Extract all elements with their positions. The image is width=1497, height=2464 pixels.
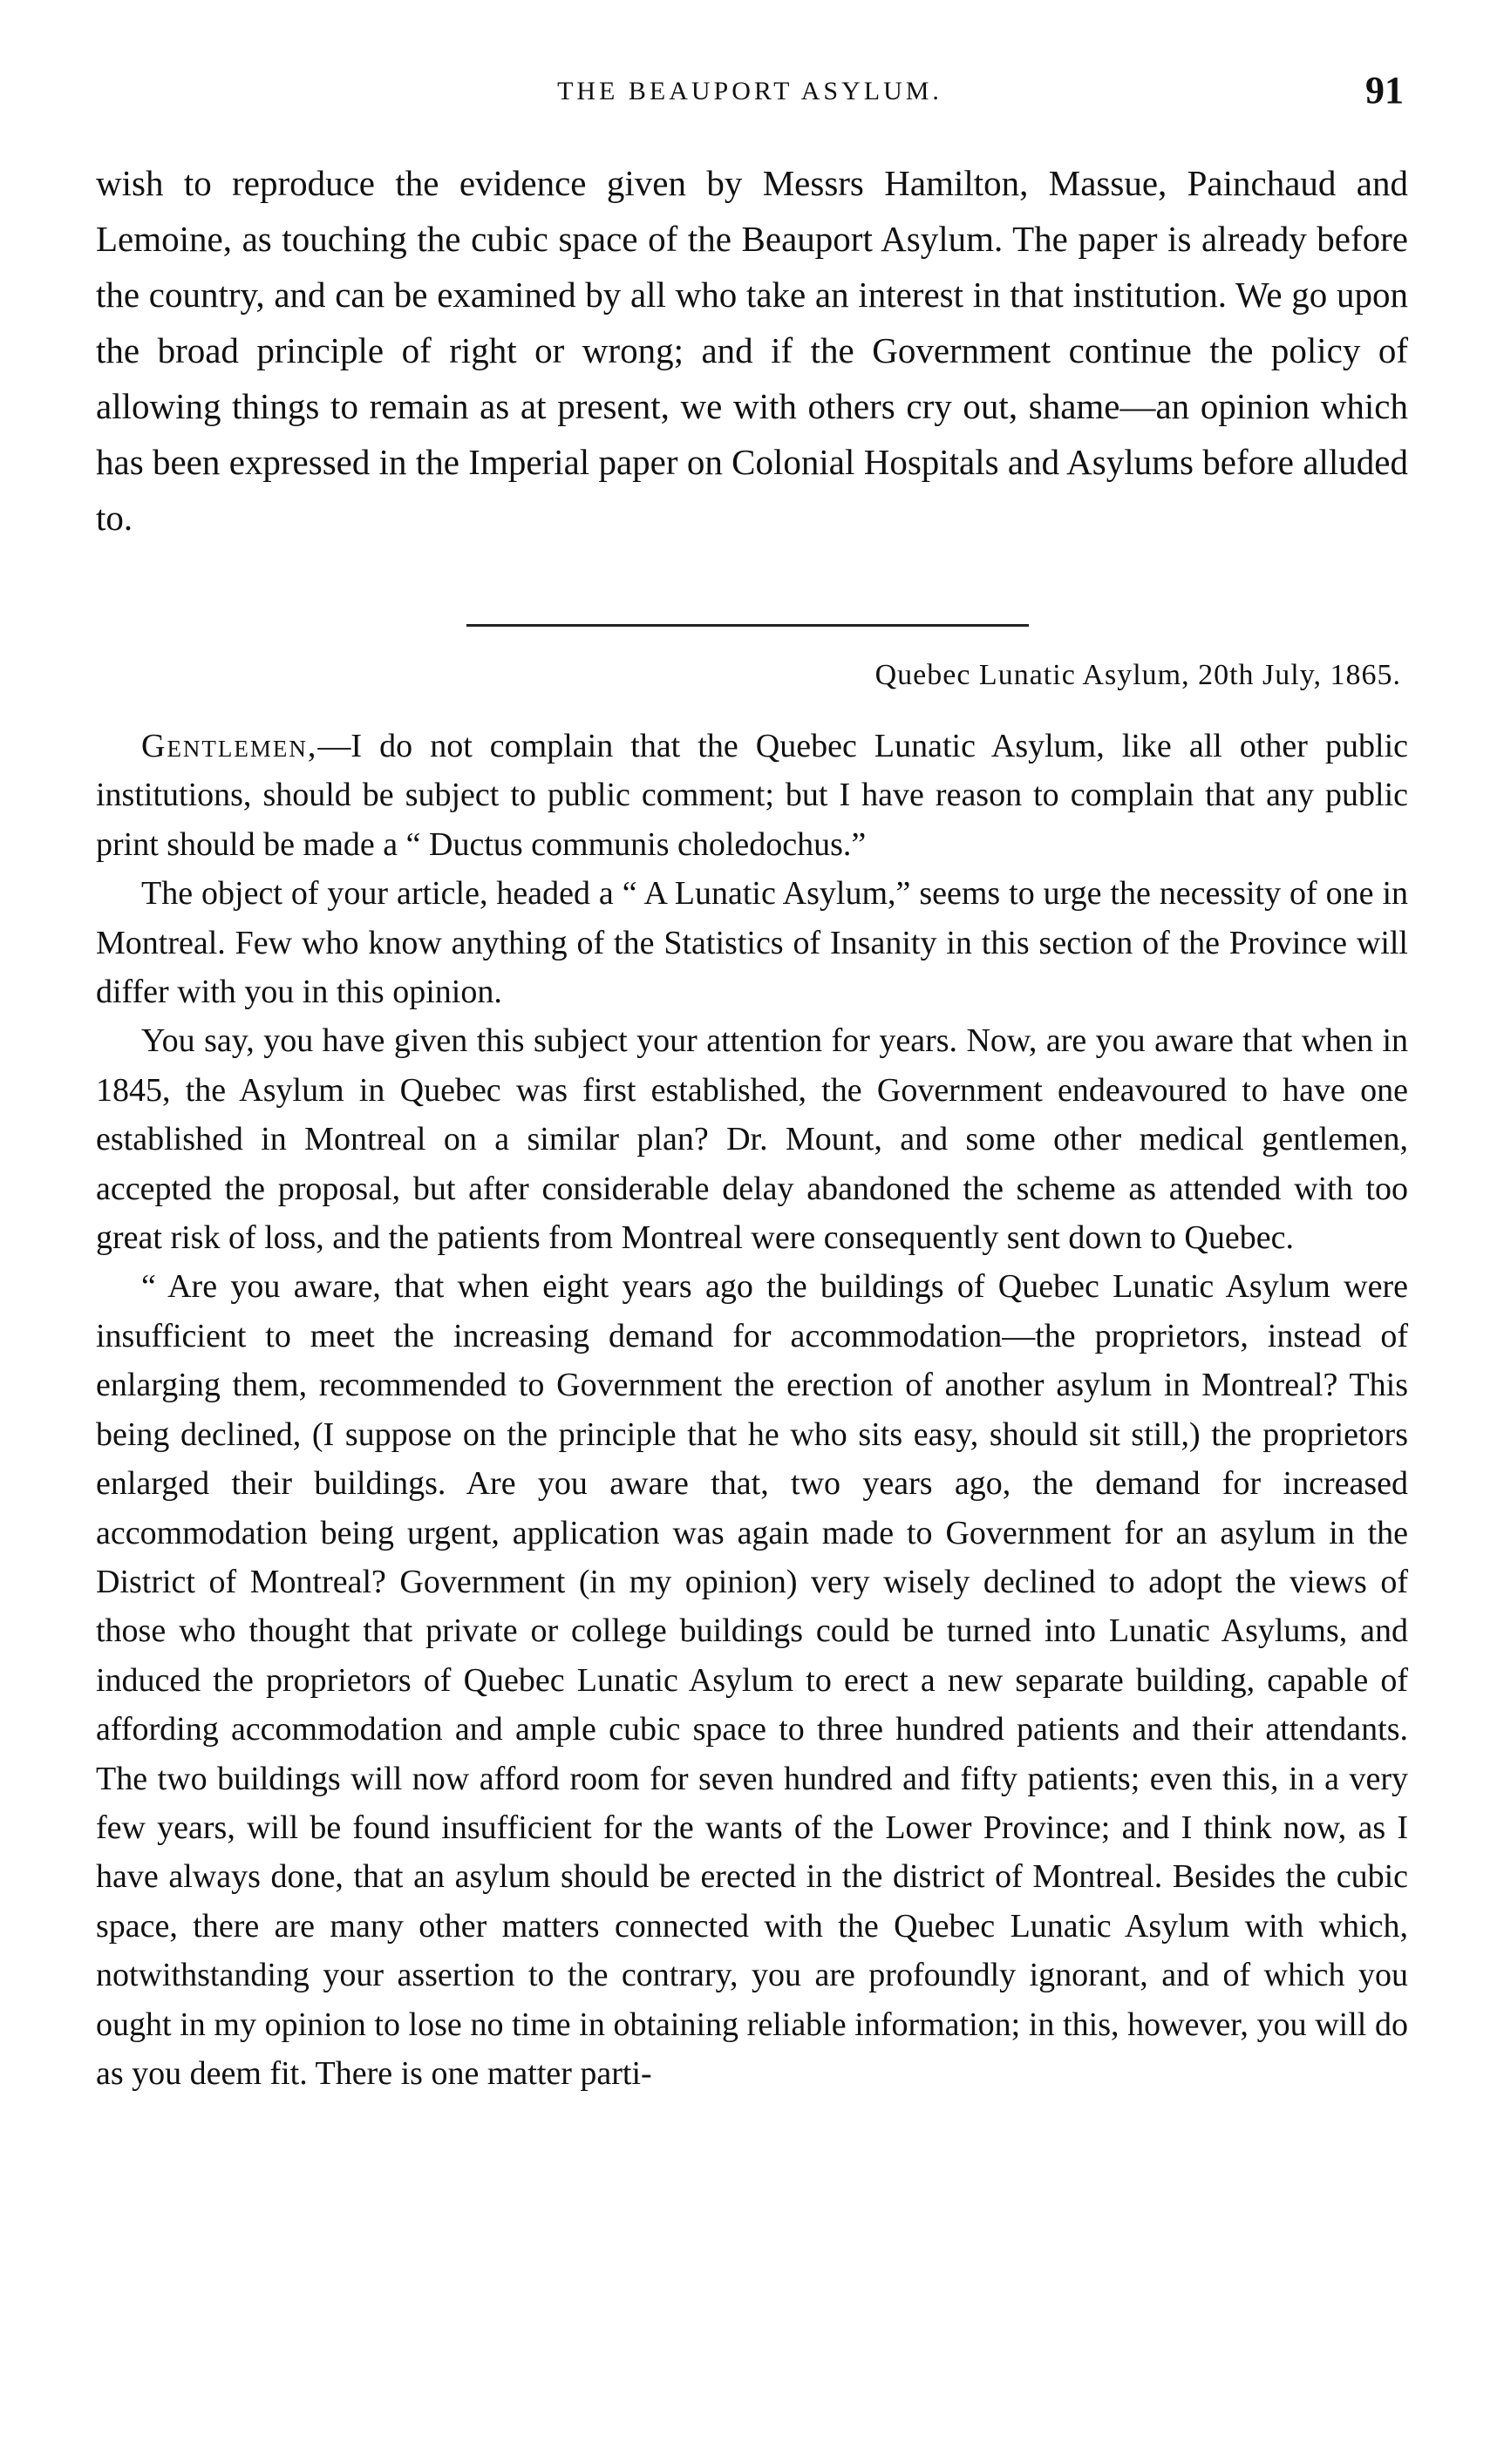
page-number: 91 (1365, 69, 1404, 112)
letter-body (96, 722, 1408, 2098)
letter-paragraph-1-text: —I do not complain that the Quebec Lunatic Asylum, like all other public institutions, should be subject to public comment; but I have reason to complain that any public print should be made a “ Ductus communis choledochus.” (96, 728, 1408, 863)
intro-paragraph: wish to reproduce the evidence given by Messrs Hamilton, Massue, Painchaud and Lemoine, as touching the cubic space of the Beauport Asylum. The paper is already before the country, and can be examined by all who take an interest in that institution. We go upon the broad principle of right or wrong; and if the Government continue the policy of allowing things to remain as at present, we with others cry out, shame—an opinion which has been expressed in the Imperial paper on Colonial Hospitals and Asylums before alluded to. (96, 163, 1408, 538)
running-head (96, 69, 1404, 129)
letter-paragraph-1 (96, 722, 1408, 869)
letter-paragraph-2: The object of your article, headed a “ A Lunatic Asylum,” seems to urge the necessity of one in Montreal. Few who know anything of the Statistics of Insanity in this section of the Province will differ with you in this opinion. (96, 875, 1408, 1011)
letter-paragraph-4: “ Are you aware, that when eight years ago the buildings of Quebec Lunatic Asylum were insufficient to meet the increasing demand for accommodation—the proprietors, instead of enlarging them, recommended to Government the erection of another asylum in Montreal? This being declined, (I suppose on the principle that he who sits easy, should sit still,) the proprietors enlarged their buildings. Are you aware that, two years ago, the demand for increased accommodation being urgent, application was again made to Government for an asylum in the District of Montreal? Government (in my opinion) very wisely declined to adopt the views of those who thought that private or college buildings could be turned into Lunatic Asylums, and induced the proprietors of Quebec Lunatic Asylum to erect a new separate building, capable of affording accommodation and ample cubic space to three hundred patients and their attendants. The two buildings will now afford room for seven hundred and fifty patients; even this, in a very few years, will be found insufficient for the wants of the Lower Province; and I think now, as I have always done, that an asylum should be erected in the district of Montreal. Besides the cubic space, there are many other matters connected with the Quebec Lunatic Asylum with which, notwithstanding your assertion to the contrary, you are profoundly ignorant, and of which you ought in my opinion to lose no time in obtaining reliable information; in this, however, you will do as you deem fit. There is one matter parti- (96, 1268, 1408, 2092)
intro-text (96, 155, 1408, 546)
section-divider (466, 624, 1029, 627)
letter-paragraph-3: You say, you have given this subject your attention for years. Now, are you aware that when in 1845, the Asylum in Quebec was first established, the Government endeavoured to have one established in Montreal on a similar plan? Dr. Mount, and some other medical gentlemen, accepted the proposal, but after considerable delay abandoned the scheme as attended with too great risk of loss, and the patients from Montreal were consequently sent down to Quebec. (96, 1022, 1408, 1257)
letter-salutation: Gentlemen, (141, 728, 318, 764)
letter-dateline: Quebec Lunatic Asylum, 20th July, 1865. (874, 659, 1401, 691)
running-title: THE BEAUPORT ASYLUM. (557, 77, 942, 105)
